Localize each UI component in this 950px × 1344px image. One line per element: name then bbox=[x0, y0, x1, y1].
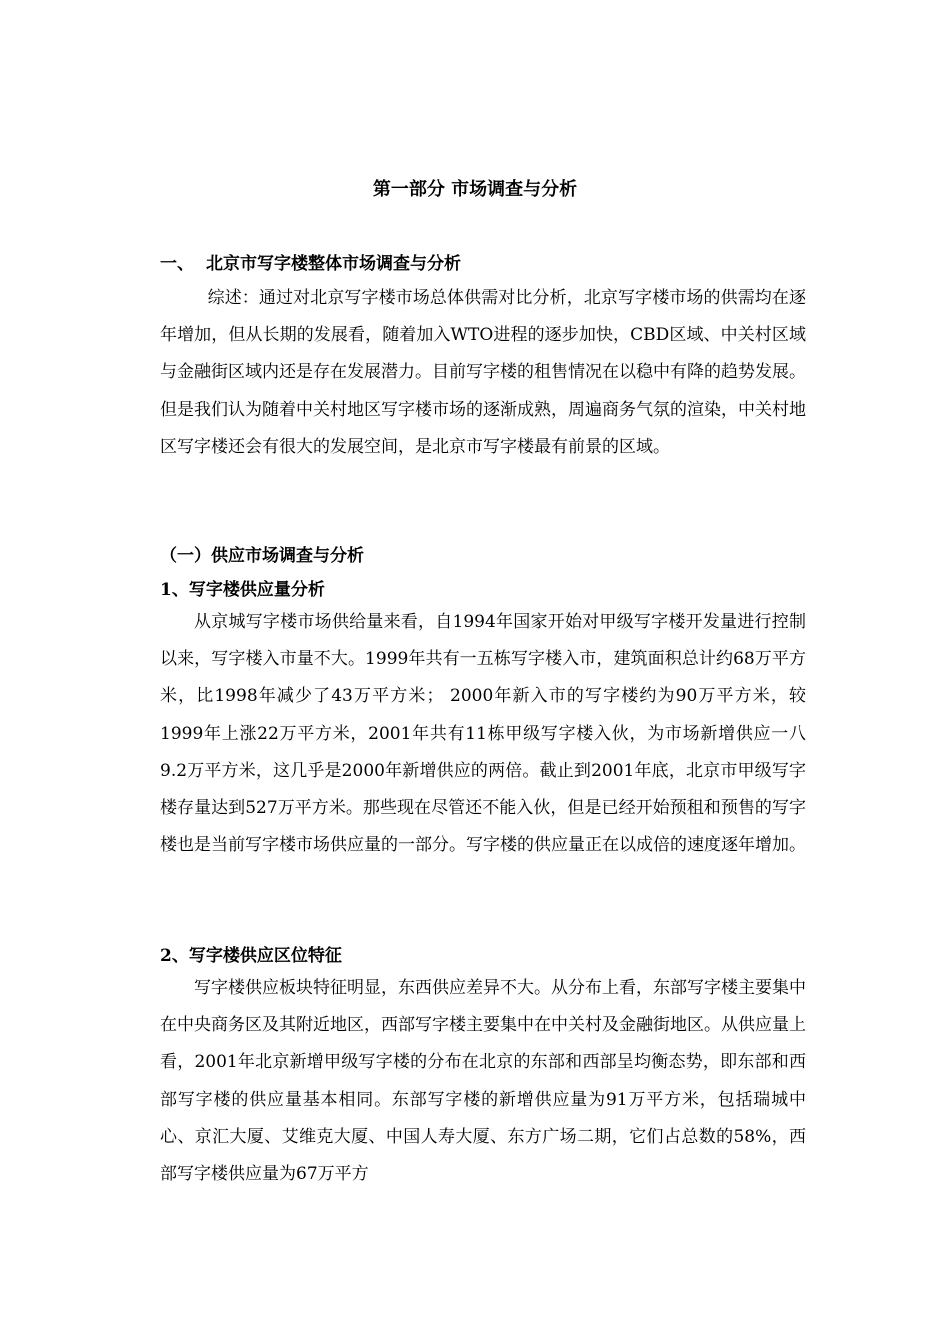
section-heading-text: 北京市写字楼整体市场调查与分析 bbox=[206, 254, 461, 274]
item-heading-supply-volume: 1、写字楼供应量分析 bbox=[160, 580, 325, 600]
supply-location-paragraph: 写字楼供应板块特征明显，东西供应差异不大。从分布上看，东部写字楼主要集中在中央商务区及其附近地区，西部写字楼主要集中在中关村及金融街地区。从供应量上看，2001年北京新增甲级写字楼的分布在北京的东部和西部呈均衡态势，即东部和西部写字楼的供应量基本相同。东部写字楼的新增供应量为91万平方米，包括瑞城中心、京汇大厦、艾维克大厦、中国人寿大厦、东方广场二期，它们占总数的58%，西部写字楼供应量为67万平方 bbox=[160, 978, 806, 1185]
section-number: 一、 bbox=[160, 254, 194, 274]
summary-paragraph: 综述：通过对北京写字楼市场总体供需对比分析，北京写字楼市场的供需均在逐年增加，但从长期的发展看，随着加入WTO进程的逐步加快，CBD区域、中关村区域与金融街区域内还是存在发展潜力。目前写字楼的租售情况在以稳中有降的趋势发展。但是我们认为随着中关村地区写字楼市场的逐渐成熟，周遍商务气氛的渲染，中关村地区写字楼还会有很大的发展空间，是北京市写字楼最有前景的区域。 bbox=[160, 288, 806, 457]
subsection-heading: （一）供应市场调查与分析 bbox=[160, 546, 364, 566]
page-title: 第一部分 市场调查与分析 bbox=[372, 179, 578, 200]
supply-volume-paragraph: 从京城写字楼市场供给量来看，自1994年国家开始对甲级写字楼开发量进行控制以来，写字楼入市量不大。1999年共有一五栋写字楼入市，建筑面积总计约68万平方米，比1998年减少了43万平方米； 2000年新入市的写字楼约为90万平方米，较1999年上涨22万平方米，2001年共有11栋甲级写字楼入伙，为市场新增供应一八9.2万平方米，这几乎是2000年新增供应的两倍。截止到2001年底，北京市甲级写字楼存量达到527万平方米。那些现在尽管还不能入伙，但是已经开始预租和预售的写字楼也是当前写字楼市场供应量的一部分。写字楼的供应量正在以成倍的速度逐年增加。 bbox=[160, 612, 806, 856]
section-heading bbox=[160, 250, 806, 278]
item-heading-supply-location: 2、写字楼供应区位特征 bbox=[160, 946, 342, 966]
